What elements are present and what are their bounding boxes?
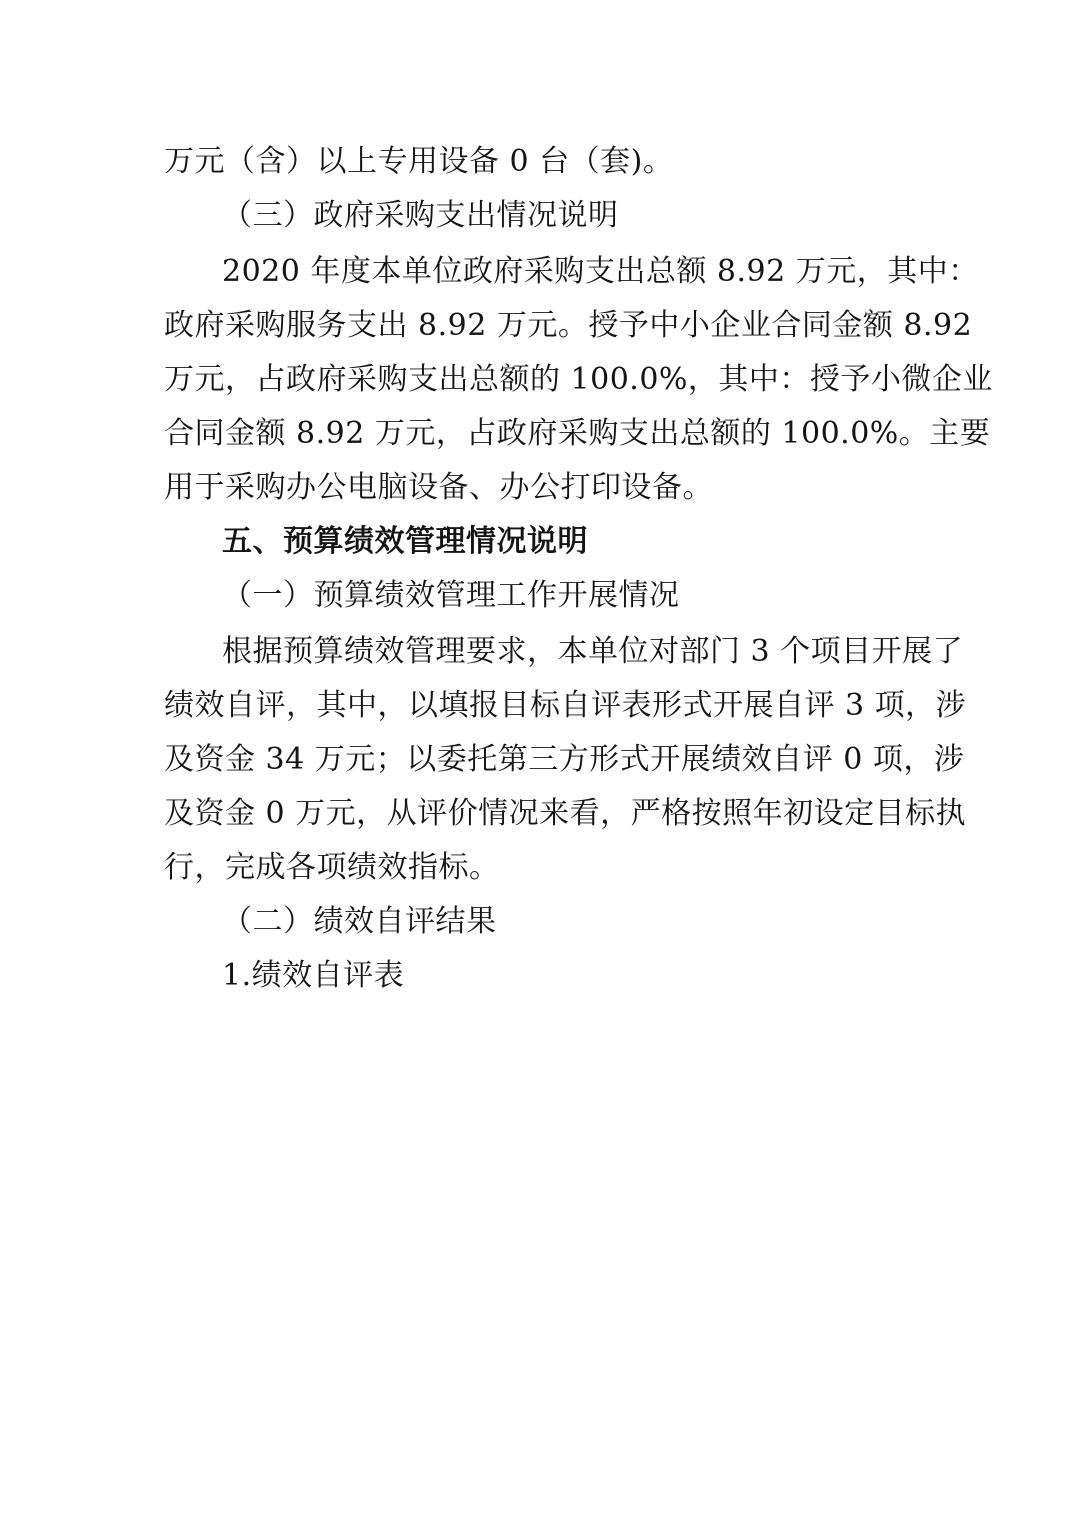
paragraph-line-performance-5: 行，完成各项绩效指标。 xyxy=(164,850,500,885)
paragraph-line-procurement-2: 政府采购服务支出 8.92 万元。授予中小企业合同金额 8.92 xyxy=(164,308,973,343)
paragraph-line-performance-3: 及资金 34 万元；以委托第三方形式开展绩效自评 0 项，涉 xyxy=(164,742,965,777)
paragraph-line-procurement-4: 合同金额 8.92 万元，占政府采购支出总额的 100.0%。主要 xyxy=(164,416,991,451)
subheading-self-evaluation: （二）绩效自评结果 xyxy=(222,904,497,939)
list-item-self-evaluation-table: 1.绩效自评表 xyxy=(222,958,405,993)
paragraph-line-procurement-1: 2020 年度本单位政府采购支出总额 8.92 万元，其中： xyxy=(222,254,979,289)
paragraph-line-performance-1: 根据预算绩效管理要求，本单位对部门 3 个项目开展了 xyxy=(222,634,964,669)
paragraph-line-procurement-5: 用于采购办公电脑设备、办公打印设备。 xyxy=(164,470,713,505)
subheading-performance-work: （一）预算绩效管理工作开展情况 xyxy=(222,578,680,613)
paragraph-line-performance-4: 及资金 0 万元，从评价情况来看，严格按照年初设定目标执 xyxy=(164,796,967,831)
paragraph-line-equipment: 万元（含）以上专用设备 0 台（套)。 xyxy=(164,144,674,179)
subheading-procurement: （三）政府采购支出情况说明 xyxy=(222,198,619,233)
section-heading-performance: 五、预算绩效管理情况说明 xyxy=(222,524,588,559)
paragraph-line-performance-2: 绩效自评，其中，以填报目标自评表形式开展自评 3 项，涉 xyxy=(164,688,967,723)
paragraph-line-procurement-3: 万元，占政府采购支出总额的 100.0%，其中：授予小微企业 xyxy=(164,362,993,397)
